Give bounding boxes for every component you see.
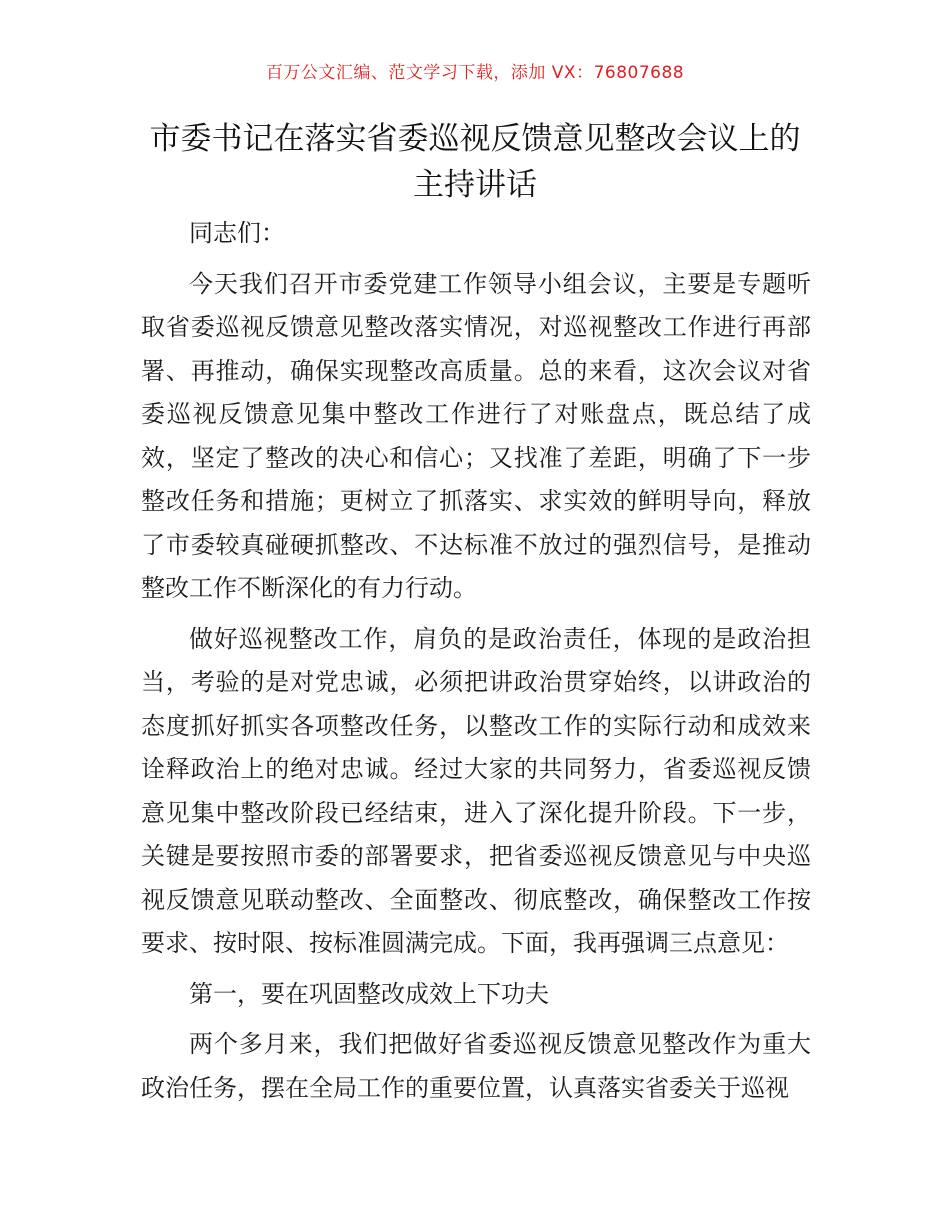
paragraph-3: 两个多月来，我们把做好省委巡视反馈意见整改作为重大政治任务，摆在全局工作的重要位置，认真落实省委关于巡视 [141,1030,811,1102]
document-title: 市委书记在落实省委巡视反馈意见整改会议上的主持讲话 [149,121,801,203]
header-watermark-note: 百万公文汇编、范文学习下载，添加 VX：76807688 [265,63,685,83]
paragraph-2: 做好巡视整改工作，肩负的是政治责任，体现的是政治担当，考验的是对党忠诚，必须把讲政治贯穿始终，以讲政治的态度抓好抓实各项整改任务，以整改工作的实际行动和成效来诠释政治上的绝对忠诚。经过大家的共同努力，省委巡视反馈意见集中整改阶段已经结束，进入了深化提升阶段。下一步，关键是要按照市委的部署要求，把省委巡视反馈意见与中央巡视反馈意见联动整改、全面整改、彻底整改，确保整改工作按要求、按时限、按标准圆满完成。下面，我再强调三点意见： [141,624,811,957]
document-body [141,212,811,1110]
section-heading-1: 第一，要在巩固整改成效上下功夫 [189,979,549,1008]
paragraph-1: 今天我们召开市委党建工作领导小组会议，主要是专题听取省委巡视反馈意见整改落实情况，对巡视整改工作进行再部署、再推动，确保实现整改高质量。总的来看，这次会议对省委巡视反馈意见集中整改工作进行了对账盘点，既总结了成效，坚定了整改的决心和信心；又找准了差距，明确了下一步整改任务和措施；更树立了抓落实、求实效的鲜明导向，释放了市委较真碰硬抓整改、不达标准不放过的强烈信号，是推动整改工作不断深化的有力行动。 [141,269,811,602]
salutation: 同志们： [189,219,285,247]
